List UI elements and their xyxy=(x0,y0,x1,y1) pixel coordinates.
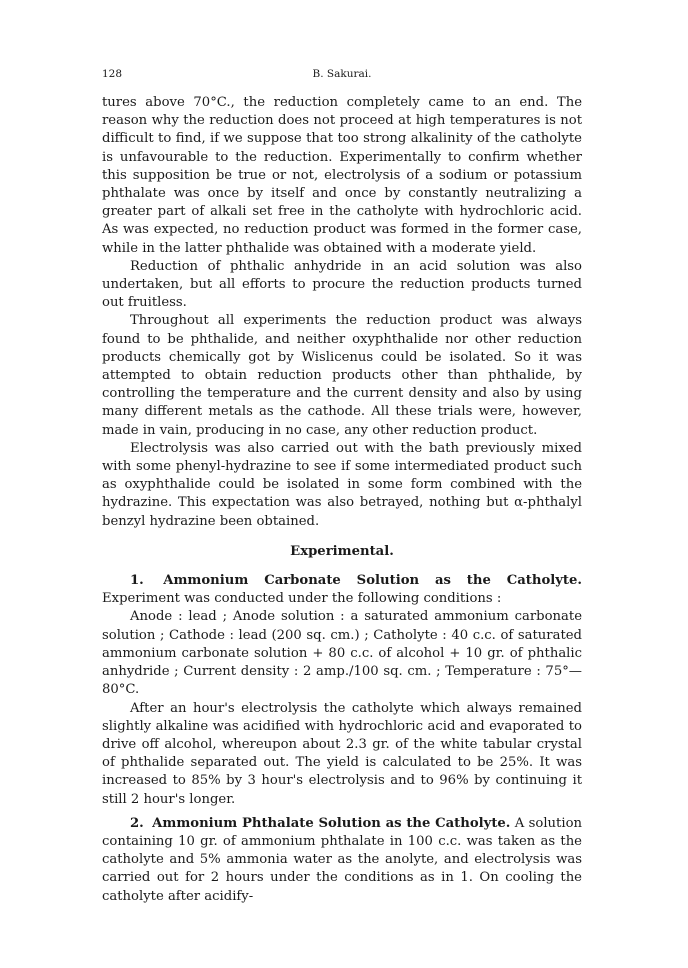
subsection-text: A solution containing 10 gr. of ammonium phthalate in 100 c.c. was taken as the catholyte and 5% ammonia water as the anolyte, and electrolysis was carried out for 2 hours under the conditions as in 1. On cooling the catholyte after acidify- xyxy=(102,815,583,904)
subsection-title: Ammonium Phthalate Solution as the Catholyte. xyxy=(152,815,511,831)
section-heading-experimental: Experimental. xyxy=(290,543,394,559)
page-number: 128 xyxy=(102,68,123,80)
running-head: B. Sakurai. xyxy=(312,68,372,80)
paragraph: Electrolysis was also carried out with the bath previously mixed with some phenyl-hydrazine to see if some intermediated product such as oxyphthalide could be isolated in some form combined with the hydrazine. This expectation was also betrayed, nothing but α-phthalyl benzyl hydrazine been obtained. xyxy=(102,440,582,529)
result-paragraph: After an hour's electrolysis the catholyte which always remained slightly alkaline was acidified with hydrochloric acid and evaporated to drive off alcohol, whereupon about 2.3 gr. of the white tabular crystal of phthalide separated out. The yield is calculated to be 25%. It was increased to 85% by 3 hour's electrolysis and to 96% by continuing it still 2 hour's longer. xyxy=(102,700,582,807)
paragraph: tures above 70°C., the reduction completely came to an end. The reason why the reduction does not proceed at high temperatures is not difficult to find, if we suppose that too strong alkalinity of the catholyte is unfavourable to the reduction. Experimentally to confirm whether this supposition be true or not, electrolysis of a sodium or potassium phthalate was once by itself and once by constantly neutralizing a greater part of alkali set free in the catholyte with hydrochloric acid. As was expected, no reduction product was formed in the former case, while in the latter phthalide was obtained with a moderate yield. xyxy=(102,95,582,256)
conditions-paragraph: Anode : lead ; Anode solution : a saturated ammonium carbonate solution ; Cathode : lead (200 sq. cm.) ; Catholyte : 40 c.c. of saturated ammonium carbonate solution + 80 c.c. of alcohol + 10 gr. of phthalic anhydride ; Current density : 2 amp./100 sq. cm. ; Temperature : 75°—80°C. xyxy=(102,609,582,698)
paragraph: Throughout all experiments the reduction product was always found to be phthalide, and neither oxyphthalide nor other reduction products chemically got by Wislicenus could be isolated. So it was attempted to obtain reduction products other than phthalide, by controlling the temperature and the current density and also by using many different metals as the cathode. All these trials were, however, made in vain, producing in no case, any other reduction product. xyxy=(102,313,582,438)
subsection-number: 2. xyxy=(130,815,144,831)
document-page xyxy=(102,68,582,906)
body-text xyxy=(102,94,582,906)
subsection-1 xyxy=(102,572,582,608)
subsection-number: 1. xyxy=(130,573,144,589)
subsection-2 xyxy=(102,815,582,906)
subsection-title: Ammonium Carbonate Solution as the Catholyte. xyxy=(163,573,582,589)
page-header xyxy=(102,68,582,86)
subsection-text: Experiment was conducted under the following conditions : xyxy=(102,591,502,607)
paragraph: Reduction of phthalic anhydride in an acid solution was also undertaken, but all efforts to procure the reduction products turned out fruitless. xyxy=(102,258,582,311)
